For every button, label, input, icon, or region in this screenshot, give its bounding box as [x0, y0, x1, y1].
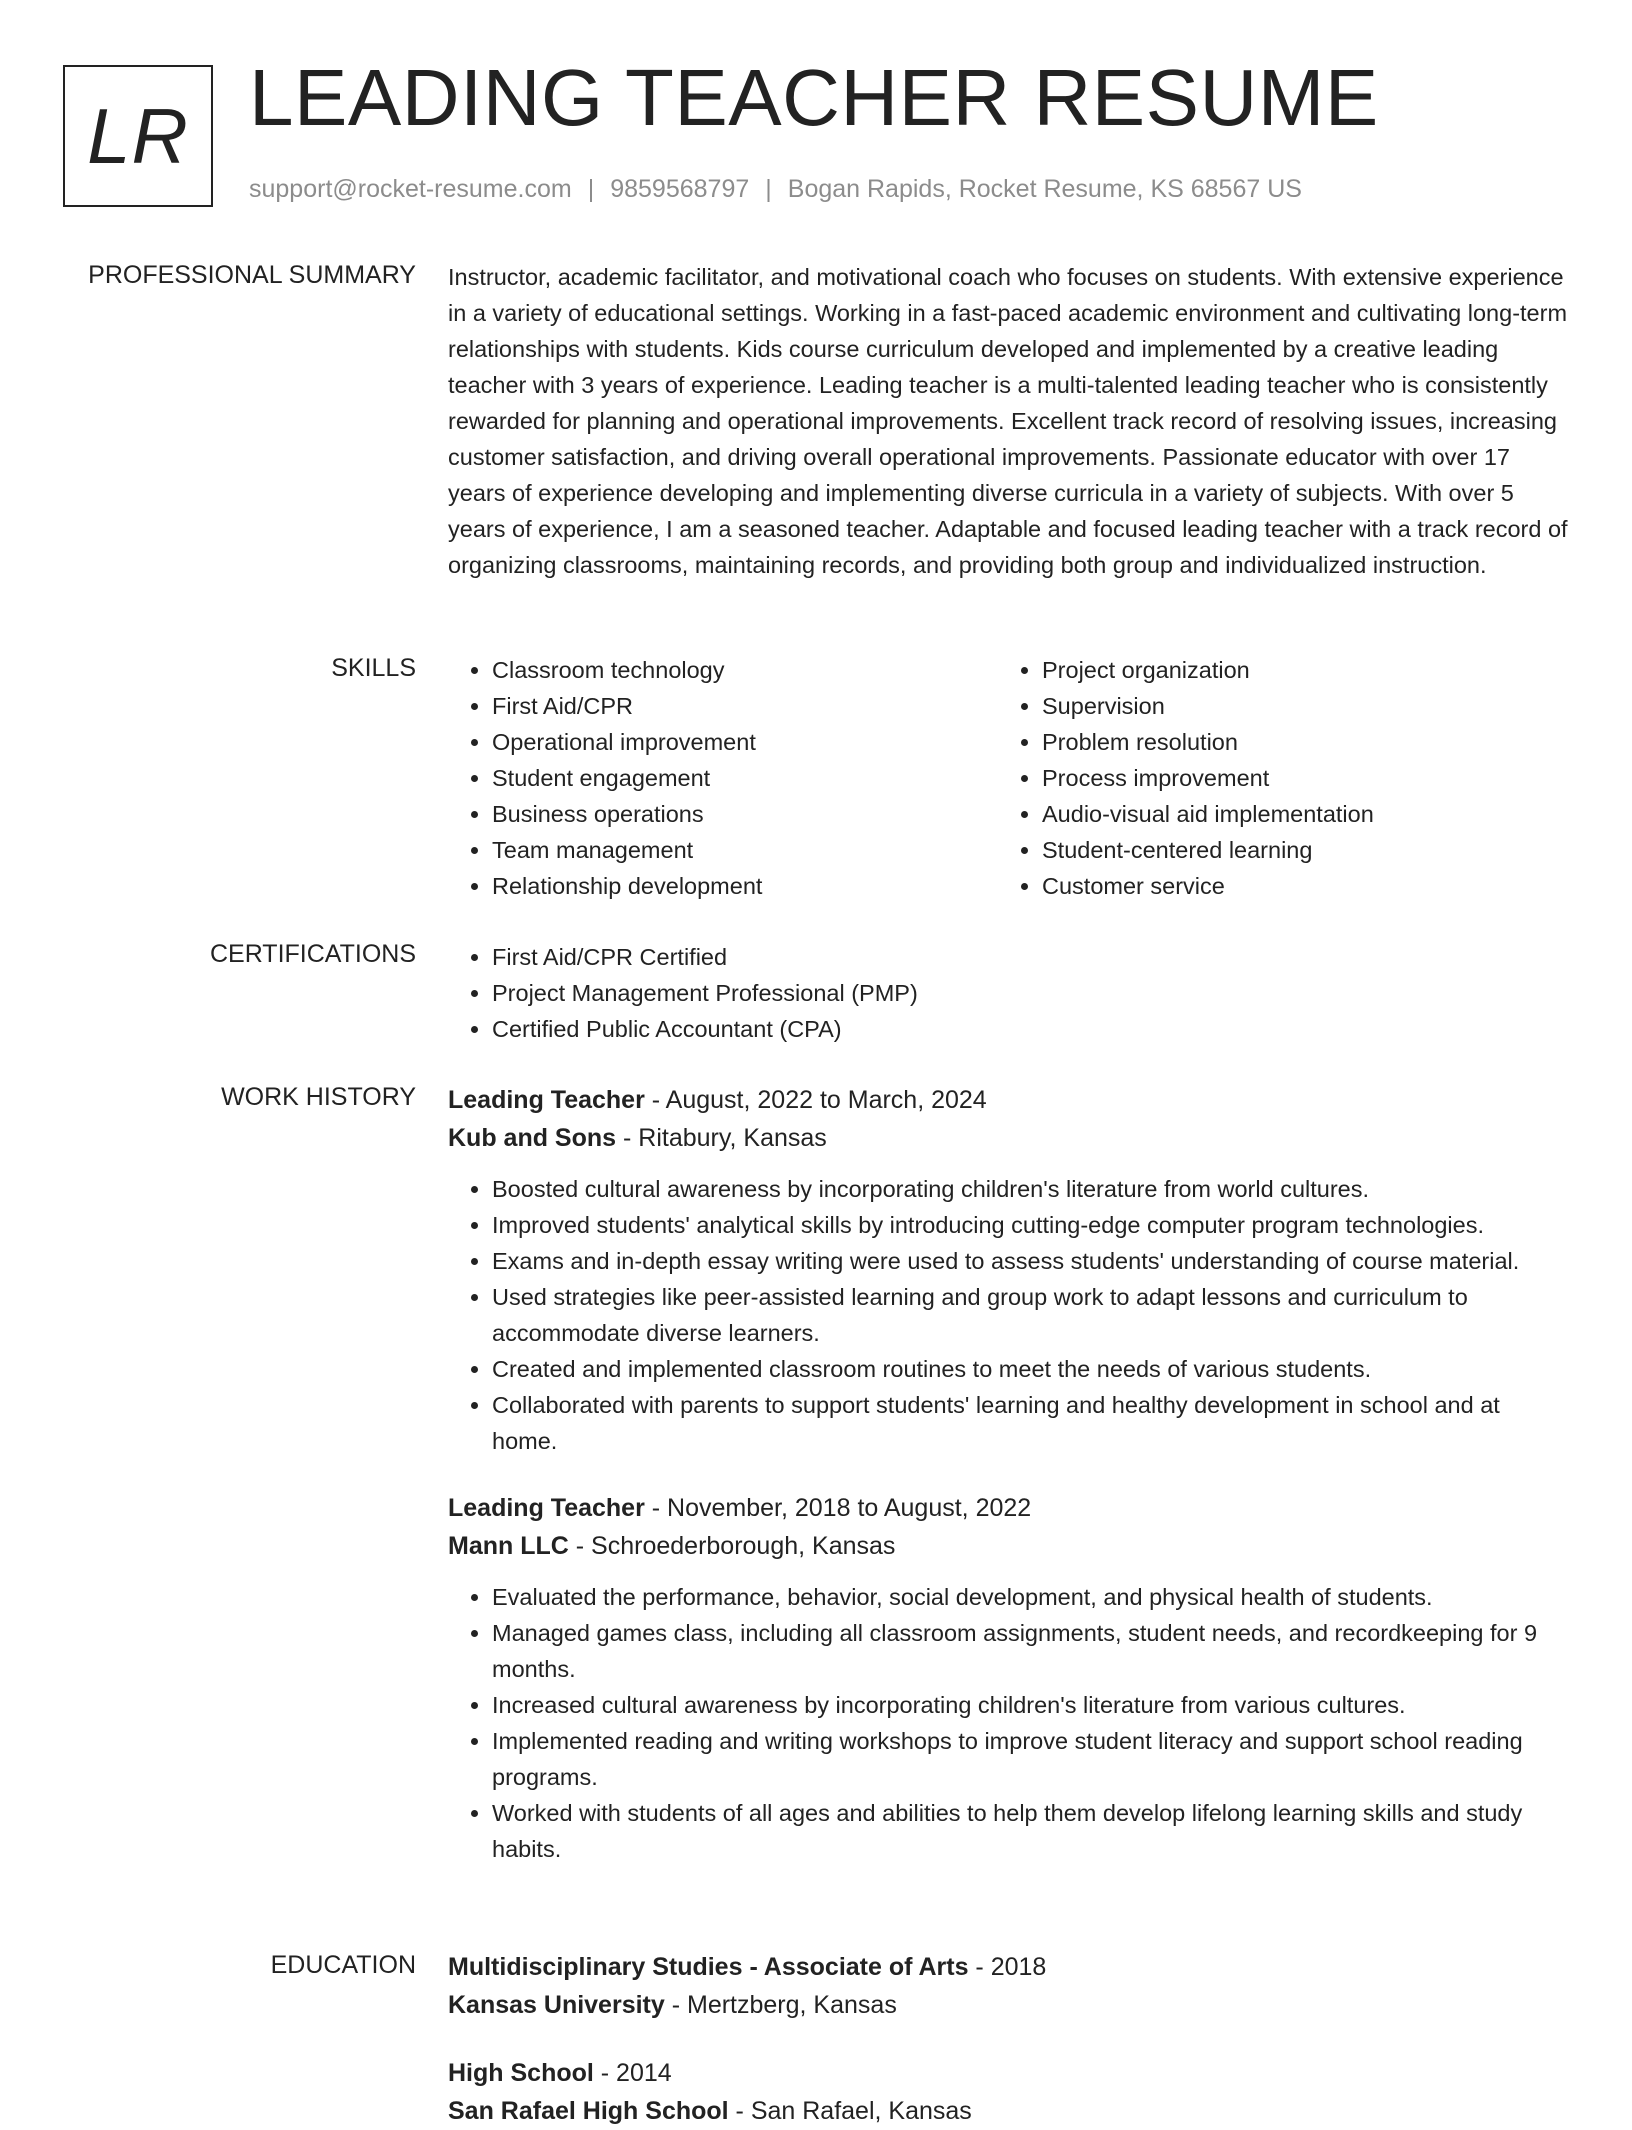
education-school: San Rafael High School — [448, 2097, 729, 2125]
job-company-line — [448, 1119, 1568, 1157]
job-bullet: • Boosted cultural awareness by incorporating children's literature from world cultures. — [492, 1171, 1568, 1207]
section-label-summary: PROFESSIONAL SUMMARY — [88, 261, 416, 289]
skill-item: • Team management — [492, 832, 998, 868]
job-title: Leading Teacher — [448, 1494, 645, 1522]
contact-phone: 9859568797 — [610, 175, 750, 203]
skill-item: • Customer service — [1042, 868, 1548, 904]
summary-text: Instructor, academic facilitator, and motivational coach who focuses on students. With extensive experience in a variety of educational settings. Working in a fast-paced academic environment and cultivating long-term relationships with students. Kids course curriculum developed and implemented by a creative leading teacher with 3 years of experience. Leading teacher is a multi-talented leading teacher who is consistently rewarded for planning and operational improvements. Excellent track record of resolving issues, increasing customer satisfaction, and driving overall operational improvements. Passionate educator with over 17 years of experience developing and implementing diverse curricula in a variety of subjects. With over 5 years of experience, I am a seasoned teacher. Adaptable and focused leading teacher with a track record of organizing classrooms, maintaining records, and providing both group and individualized instruction. — [448, 264, 1568, 578]
job-bullet: • Managed games class, including all classroom assignments, student needs, and recordkeeping for 9 months. — [492, 1615, 1568, 1687]
certification-item: • First Aid/CPR Certified — [492, 939, 1568, 975]
section-label-education: EDUCATION — [270, 1951, 416, 1979]
job-bullets — [448, 1579, 1568, 1867]
skills-list-left — [448, 652, 998, 904]
education-entry — [448, 2054, 1568, 2130]
education-entry — [448, 1948, 1568, 2024]
education-school: Kansas University — [448, 1991, 665, 2019]
job-company-line — [448, 1527, 1568, 1565]
job-entry — [448, 1489, 1568, 1867]
job-dates: - August, 2022 to March, 2024 — [644, 1086, 987, 1114]
job-bullet: • Implemented reading and writing workshops to improve student literacy and support school reading programs. — [492, 1723, 1568, 1795]
certifications-body — [448, 939, 1568, 1047]
education-location: - Mertzberg, Kansas — [664, 1991, 897, 2019]
certification-item: • Project Management Professional (PMP) — [492, 975, 1568, 1011]
job-title-line — [448, 1489, 1568, 1527]
skill-item: • Supervision — [1042, 688, 1548, 724]
certification-item: • Certified Public Accountant (CPA) — [492, 1011, 1568, 1047]
job-location: - Ritabury, Kansas — [616, 1124, 827, 1152]
skill-item: • Classroom technology — [492, 652, 998, 688]
education-body — [448, 1948, 1568, 2130]
education-year: - 2018 — [968, 1953, 1047, 1981]
job-bullet: • Used strategies like peer-assisted learning and group work to adapt lessons and curriculum to accommodate diverse learners. — [492, 1279, 1568, 1351]
section-label-certifications: CERTIFICATIONS — [209, 940, 416, 968]
certifications-list — [448, 939, 1568, 1047]
skill-item: • First Aid/CPR — [492, 688, 998, 724]
education-school-line — [448, 1986, 1568, 2024]
education-location: - San Rafael, Kansas — [728, 2097, 972, 2125]
section-label-work-history: WORK HISTORY — [221, 1083, 416, 1111]
job-bullet: • Evaluated the performance, behavior, social development, and physical health of students. — [492, 1579, 1568, 1615]
monogram-logo: LR — [63, 65, 213, 207]
job-entry — [448, 1081, 1568, 1459]
contact-email: support@rocket-resume.com — [249, 175, 572, 203]
job-bullet: • Exams and in-depth essay writing were used to assess students' understanding of course material. — [492, 1243, 1568, 1279]
job-bullet: • Collaborated with parents to support students' learning and healthy development in school and at home. — [492, 1387, 1568, 1459]
resume-title: LEADING TEACHER RESUME — [249, 53, 1379, 142]
contact-line — [249, 175, 1302, 204]
job-bullet: • Created and implemented classroom routines to meet the needs of various students. — [492, 1351, 1568, 1387]
education-degree-line — [448, 2054, 1568, 2092]
skill-item: • Student-centered learning — [1042, 832, 1548, 868]
skill-item: • Audio-visual aid implementation — [1042, 796, 1548, 832]
contact-separator: | — [587, 175, 595, 203]
job-company: Mann LLC — [448, 1532, 569, 1560]
skills-list-right — [998, 652, 1548, 904]
skill-item: • Problem resolution — [1042, 724, 1548, 760]
skill-item: • Student engagement — [492, 760, 998, 796]
job-title: Leading Teacher — [448, 1086, 645, 1114]
skills-body — [448, 652, 1568, 904]
skills-column-left — [448, 652, 998, 904]
skill-item: • Relationship development — [492, 868, 998, 904]
work-history-body — [448, 1081, 1568, 1867]
education-degree-line — [448, 1948, 1568, 1986]
job-bullets — [448, 1171, 1568, 1459]
job-company: Kub and Sons — [448, 1124, 617, 1152]
job-title-line — [448, 1081, 1568, 1119]
education-year: - 2014 — [593, 2059, 672, 2087]
skills-columns — [448, 652, 1568, 904]
section-label-skills: SKILLS — [331, 654, 416, 682]
skill-item: • Process improvement — [1042, 760, 1548, 796]
education-school-line — [448, 2092, 1568, 2130]
job-dates: - November, 2018 to August, 2022 — [644, 1494, 1032, 1522]
skill-item: • Business operations — [492, 796, 998, 832]
job-bullet: • Worked with students of all ages and abilities to help them develop lifelong learning skills and study habits. — [492, 1795, 1568, 1867]
contact-address: Bogan Rapids, Rocket Resume, KS 68567 US — [787, 175, 1302, 203]
skill-item: • Operational improvement — [492, 724, 998, 760]
job-bullet: • Increased cultural awareness by incorporating children's literature from various cultures. — [492, 1687, 1568, 1723]
skills-column-right — [998, 652, 1548, 904]
education-degree: High School — [448, 2059, 594, 2087]
education-degree: Multidisciplinary Studies - Associate of Arts — [448, 1953, 969, 1981]
skill-item: • Project organization — [1042, 652, 1548, 688]
contact-separator: | — [765, 175, 772, 203]
job-location: - Schroederborough, Kansas — [568, 1532, 896, 1560]
summary-body — [448, 259, 1568, 583]
job-bullet: • Improved students' analytical skills by introducing cutting-edge computer program technologies. — [492, 1207, 1568, 1243]
